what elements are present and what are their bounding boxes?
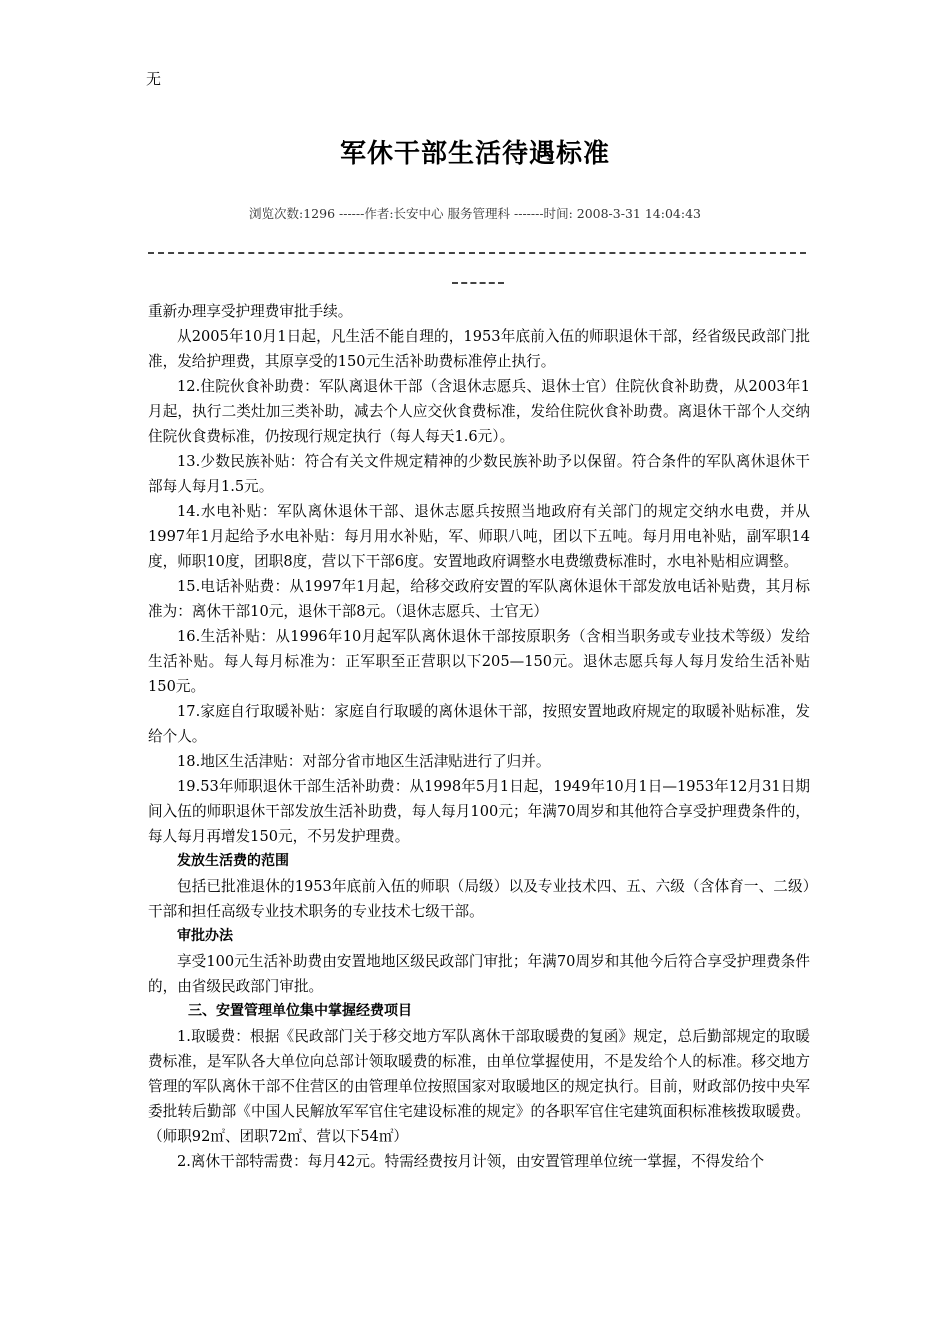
paragraph: 17.家庭自行取暖补贴：家庭自行取暖的离休退休干部，按照安置地政府规定的取暖补贴标准，发给个人。 bbox=[148, 703, 810, 745]
paragraph: 19.53年师职退休干部生活补助费：从1998年5月1日起，1949年10月1日—1953年12月31日期间入伍的师职退休干部发放生活补助费，每人每月100元；年满70周岁和其他符合享受护理费条件的，每人每月再增发150元，不另发护理费。 bbox=[148, 778, 810, 845]
page-title: 军休干部生活待遇标准 bbox=[339, 139, 610, 169]
section-heading: 发放生活费的范围 bbox=[177, 853, 289, 869]
paragraph: 14.水电补贴：军队离休退休干部、退休志愿兵按照当地政府有关部门的规定交纳水电费，并从1997年1月起给予水电补贴：每月用水补贴，军、师职八吨，团以下五吨。每月用电补贴，副军职14度，师职10度，团职8度，营以下干部6度。安置地政府调整水电费缴费标准时，水电补贴相应调整。 bbox=[148, 503, 810, 570]
paragraph: 重新办理享受护理费审批手续。 bbox=[148, 303, 353, 320]
paragraph: 享受100元生活补助费由安置地地区级民政部门审批；年满70周岁和其他今后符合享受护理费条件的，由省级民政部门审批。 bbox=[148, 953, 810, 995]
paragraph: 18.地区生活津贴：对部分省市地区生活津贴进行了归并。 bbox=[177, 753, 551, 770]
article-body bbox=[148, 299, 810, 1174]
paragraph: 1.取暖费：根据《民政部门关于移交地方军队离休干部取暖费的复函》规定，总后勤部规定的取暖费标准，是军队各大单位向总部计领取暖费的标准，由单位掌握使用，不是发给个人的标准。移交地方管理的军队离休干部不住营区的由管理单位按照国家对取暖地区的规定执行。目前，财政部仍按中央军委批转后勤部《中国人民解放军军官住宅建设标准的规定》的各职军官住宅建筑面积标准核拨取暖费。（师职92㎡、团职72㎡、营以下54㎡） bbox=[148, 1028, 810, 1145]
paragraph: 16.生活补贴：从1996年10月起军队离休退休干部按原职务（含相当职务或专业技术等级）发给生活补贴。每人每月标准为：正军职至正营职以下205—150元。退休志愿兵每人每月发给生活补贴150元。 bbox=[148, 628, 810, 695]
paragraph: 从2005年10月1日起，凡生活不能自理的，1953年底前入伍的师职退休干部，经省级民政部门批准，发给护理费，其原享受的150元生活补助费标准停止执行。 bbox=[148, 328, 810, 370]
dashed-divider-continuation bbox=[452, 282, 504, 290]
paragraph: 包括已批准退休的1953年底前入伍的师职（局级）以及专业技术四、五、六级（含体育一、二级）干部和担任高级专业技术职务的专业技术七级干部。 bbox=[148, 878, 810, 920]
dashed-divider bbox=[148, 252, 806, 264]
article-meta-line: 浏览次数:1296 ------作者:长安中心 服务管理科 -------时间: 2008-3-31 14:04:43 bbox=[249, 206, 701, 221]
paragraph: 2.离休干部特需费：每月42元。特需经费按月计领，由安置管理单位统一掌握，不得发给个 bbox=[177, 1153, 765, 1170]
paragraph: 15.电话补贴费：从1997年1月起，给移交政府安置的军队离休退休干部发放电话补贴费，其月标准为：离休干部10元，退休干部8元。（退休志愿兵、士官无） bbox=[148, 578, 810, 620]
section-heading: 审批办法 bbox=[177, 928, 233, 944]
paragraph: 12.住院伙食补助费：军队离退休干部（含退休志愿兵、退休士官）住院伙食补助费，从2003年1月起，执行二类灶加三类补助，减去个人应交伙食费标准，发给住院伙食补助费。离退休干部个人交纳住院伙食费标准，仍按现行规定执行（每人每天1.6元）。 bbox=[148, 378, 810, 445]
paragraph: 13.少数民族补贴：符合有关文件规定精神的少数民族补助予以保留。符合条件的军队离休退休干部每人每月1.5元。 bbox=[148, 453, 810, 495]
corner-mark: 无 bbox=[146, 70, 162, 88]
section-heading: 三、安置管理单位集中掌握经费项目 bbox=[188, 1003, 412, 1019]
